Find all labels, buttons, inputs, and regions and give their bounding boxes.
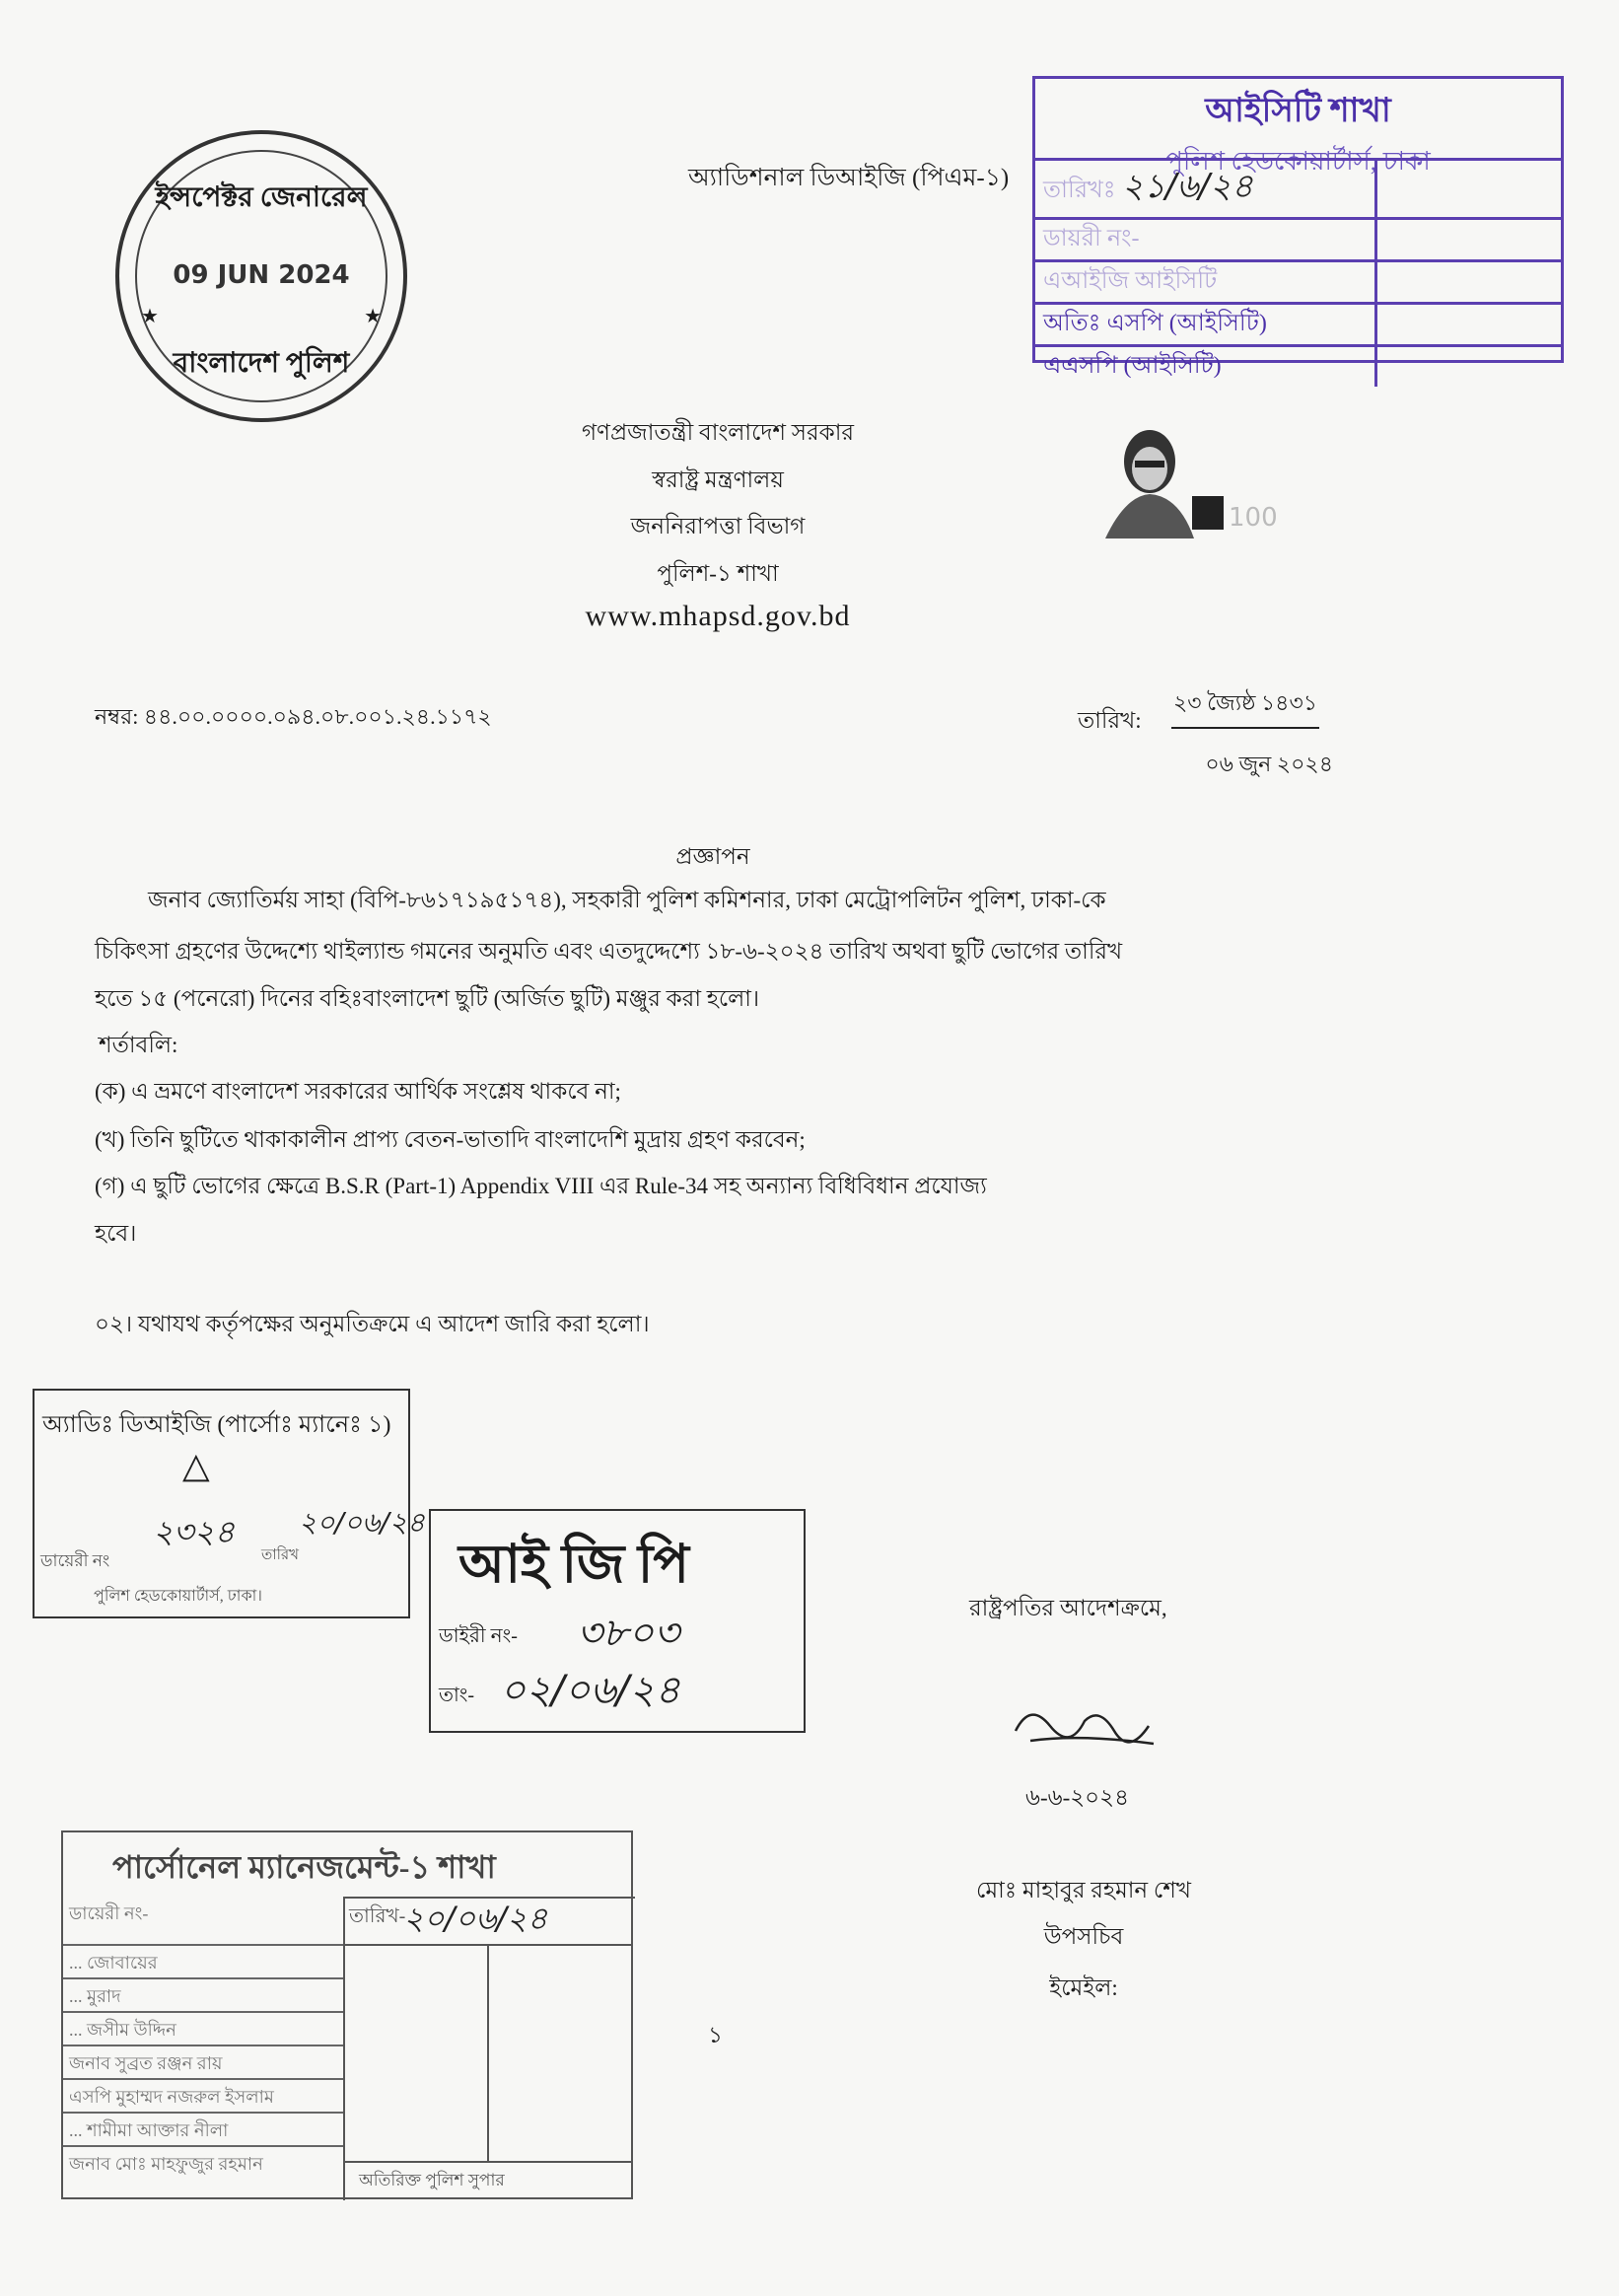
signatory-designation: উপসচিব — [1043, 1924, 1124, 1949]
igp-date-value: ০২/০৬/২৪ — [500, 1668, 680, 1713]
pm1-row: ডায়েরী নং- — [69, 1903, 149, 1923]
header-ministry: স্বরাষ্ট্র মন্ত্রণালয় — [652, 467, 784, 492]
body-line: জনাব জ্যোতির্ময় সাহা (বিপি-৮৬১৭১৯৫১৭৪), সহকারী পুলিশ কমিশনার, ঢাকা মেট্রোপলিটন পুলিশ, ঢাকা-কে — [148, 888, 1106, 912]
ict-diary-label: ডায়রী নং- — [1035, 219, 1376, 261]
body-line: হতে ১৫ (পনেরো) দিনের বহিঃবাংলাদেশ ছুটি (অর্জিত ছুটি) মঞ্জুর করা হলো। — [95, 986, 760, 1011]
ict-row: এএসপি (আইসিটি) — [1035, 346, 1376, 388]
star-icon: ★ — [141, 306, 159, 327]
igp-stamp — [429, 1509, 806, 1733]
pm1-row: জনাব সুব্রত রঞ্জন রায় — [63, 2045, 343, 2078]
memo-number: নম্বর: ৪৪.০০.০০০০.০৯৪.০৮.০০১.২৪.১১৭২ — [95, 704, 492, 729]
seal-bottom-text: বাংলাদেশ পুলিশ — [173, 348, 350, 379]
igp-diary-value: ৩৮০৩ — [577, 1611, 679, 1656]
header-branch: পুলিশ-১ শাখা — [657, 561, 779, 586]
ict-date-value: ২১/৬/২৪ — [1121, 167, 1253, 206]
presidential-order-line: রাষ্ট্রপতির আদেশক্রমে, — [969, 1596, 1167, 1620]
memo-date-bangla: ২৩ জ্যৈষ্ঠ ১৪৩১ — [1171, 686, 1319, 729]
igp-title: আই জি পি — [458, 1535, 689, 1594]
condition-item: (খ) তিনি ছুটিতে থাকাকালীন প্রাপ্য বেতন-ভাতাদি বাংলাদেশি মুদ্রায় গ্রহণ করবেন; — [95, 1127, 806, 1152]
body-line: চিকিৎসা গ্রহণের উদ্দেশ্যে থাইল্যান্ড গমনের অনুমতি এবং এতদুদ্দেশ্যে ১৮-৬-২০২৪ তারিখ অথবা ছুটি ভোগের তারিখ — [95, 939, 1123, 964]
pm1-date-value: ২০/০৬/২৪ — [403, 1900, 548, 1937]
pm1-branch-stamp — [61, 1830, 633, 2199]
pm1-row: ... মুরাদ — [63, 1977, 343, 2011]
signatory-name: মোঃ মাহাবুর রহমান শেখ — [976, 1878, 1191, 1902]
page-number: ১ — [708, 2023, 723, 2047]
pm1-row: এসপি মুহাম্মদ নজরুল ইসলাম — [63, 2078, 343, 2112]
ig-office-seal — [115, 130, 407, 422]
notification-title: প্রজ্ঞাপন — [675, 844, 750, 869]
addl-footer: পুলিশ হেডকোয়ার্টার্স, ঢাকা। — [94, 1588, 263, 1605]
triangle-mark-icon: △ — [182, 1446, 210, 1485]
signatory-email-label: ইমেইল: — [1049, 1975, 1118, 2000]
memo-date-english: ০৬ জুন ২০২৪ — [1205, 752, 1333, 776]
paragraph-two: ০২। যথাযথ কর্তৃপক্ষের অনুমতিক্রমে এ আদেশ জারি করা হলো। — [95, 1312, 650, 1336]
conditions-title: শর্তাবলি: — [99, 1033, 178, 1057]
condition-item: (ক) এ ভ্রমণে বাংলাদেশ সরকারের আর্থিক সংশ্লেষ থাকবে না; — [95, 1079, 621, 1104]
addl-diary-label: ডায়েরী নং — [40, 1551, 110, 1570]
seal-top-text: ইন্সপেক্টর জেনারেল — [155, 182, 368, 213]
mujib-borsho-logo — [1095, 417, 1278, 538]
pm1-row: ... জসীম উদ্দিন — [63, 2011, 343, 2045]
condition-continuation: হবে। — [95, 1221, 137, 1246]
ict-stamp-table — [1035, 158, 1561, 387]
pm1-footer: অতিরিক্ত পুলিশ সুপার — [359, 2171, 505, 2189]
pm1-row: ... জোবায়ের — [63, 1944, 343, 1977]
signature-date: ৬-৬-২০২৪ — [1025, 1785, 1130, 1810]
igp-date-label: তাং- — [439, 1685, 475, 1706]
addl-date-value: ২০/০৬/২৪ — [299, 1506, 426, 1539]
pm1-row: জনাব মোঃ মাহফুজুর রহমান — [63, 2145, 343, 2179]
condition-item: (গ) এ ছুটি ভোগের ক্ষেত্রে B.S.R (Part-1) Appendix VIII এর Rule-34 সহ অন্যান্য বিধিবিধান প্রযোজ্য — [95, 1174, 987, 1198]
pm1-row: ... শামীমা আক্তার নীলা — [63, 2112, 343, 2145]
ict-date-label: তারিখঃ — [1043, 178, 1116, 203]
pm1-date-label: তারিখ- — [349, 1905, 406, 1927]
seal-date: 09 JUN 2024 — [173, 260, 350, 290]
star-icon: ★ — [364, 306, 382, 327]
igp-diary-label: ডাইরী নং- — [439, 1625, 518, 1647]
ict-branch-stamp — [1032, 76, 1564, 379]
signature-mark — [1011, 1696, 1159, 1760]
header-website[interactable]: www.mhapsd.gov.bd — [585, 600, 851, 632]
ict-row: এআইজি আইসিটি — [1035, 261, 1376, 304]
routing-note: অ্যাডিশনাল ডিআইজি (পিএম-১) — [688, 165, 1010, 191]
addl-diary-value: ২৩২৪ — [153, 1513, 236, 1550]
addl-dig-stamp — [33, 1389, 426, 1618]
addl-date-label: তারিখ — [261, 1547, 299, 1563]
header-government: গণপ্রজাতন্ত্রী বাংলাদেশ সরকার — [581, 420, 855, 445]
addl-dig-title: অ্যাডিঃ ডিআইজি (পার্সোঃ ম্যানেঃ ১) — [42, 1412, 391, 1438]
svg-text:100: 100 — [1229, 503, 1278, 533]
ict-stamp-subtitle: পুলিশ হেডকোয়ার্টার্স, ঢাকা — [1165, 147, 1431, 176]
ict-stamp-title: আইসিটি শাখা — [1205, 93, 1391, 129]
pm1-title: পার্সোনেল ম্যানেজমেন্ট-১ শাখা — [112, 1849, 496, 1885]
header-division: জননিরাপত্তা বিভাগ — [630, 514, 806, 538]
ict-row: অতিঃ এসপি (আইসিটি) — [1035, 304, 1376, 346]
memo-date-label: তারিখ: — [1078, 708, 1142, 733]
